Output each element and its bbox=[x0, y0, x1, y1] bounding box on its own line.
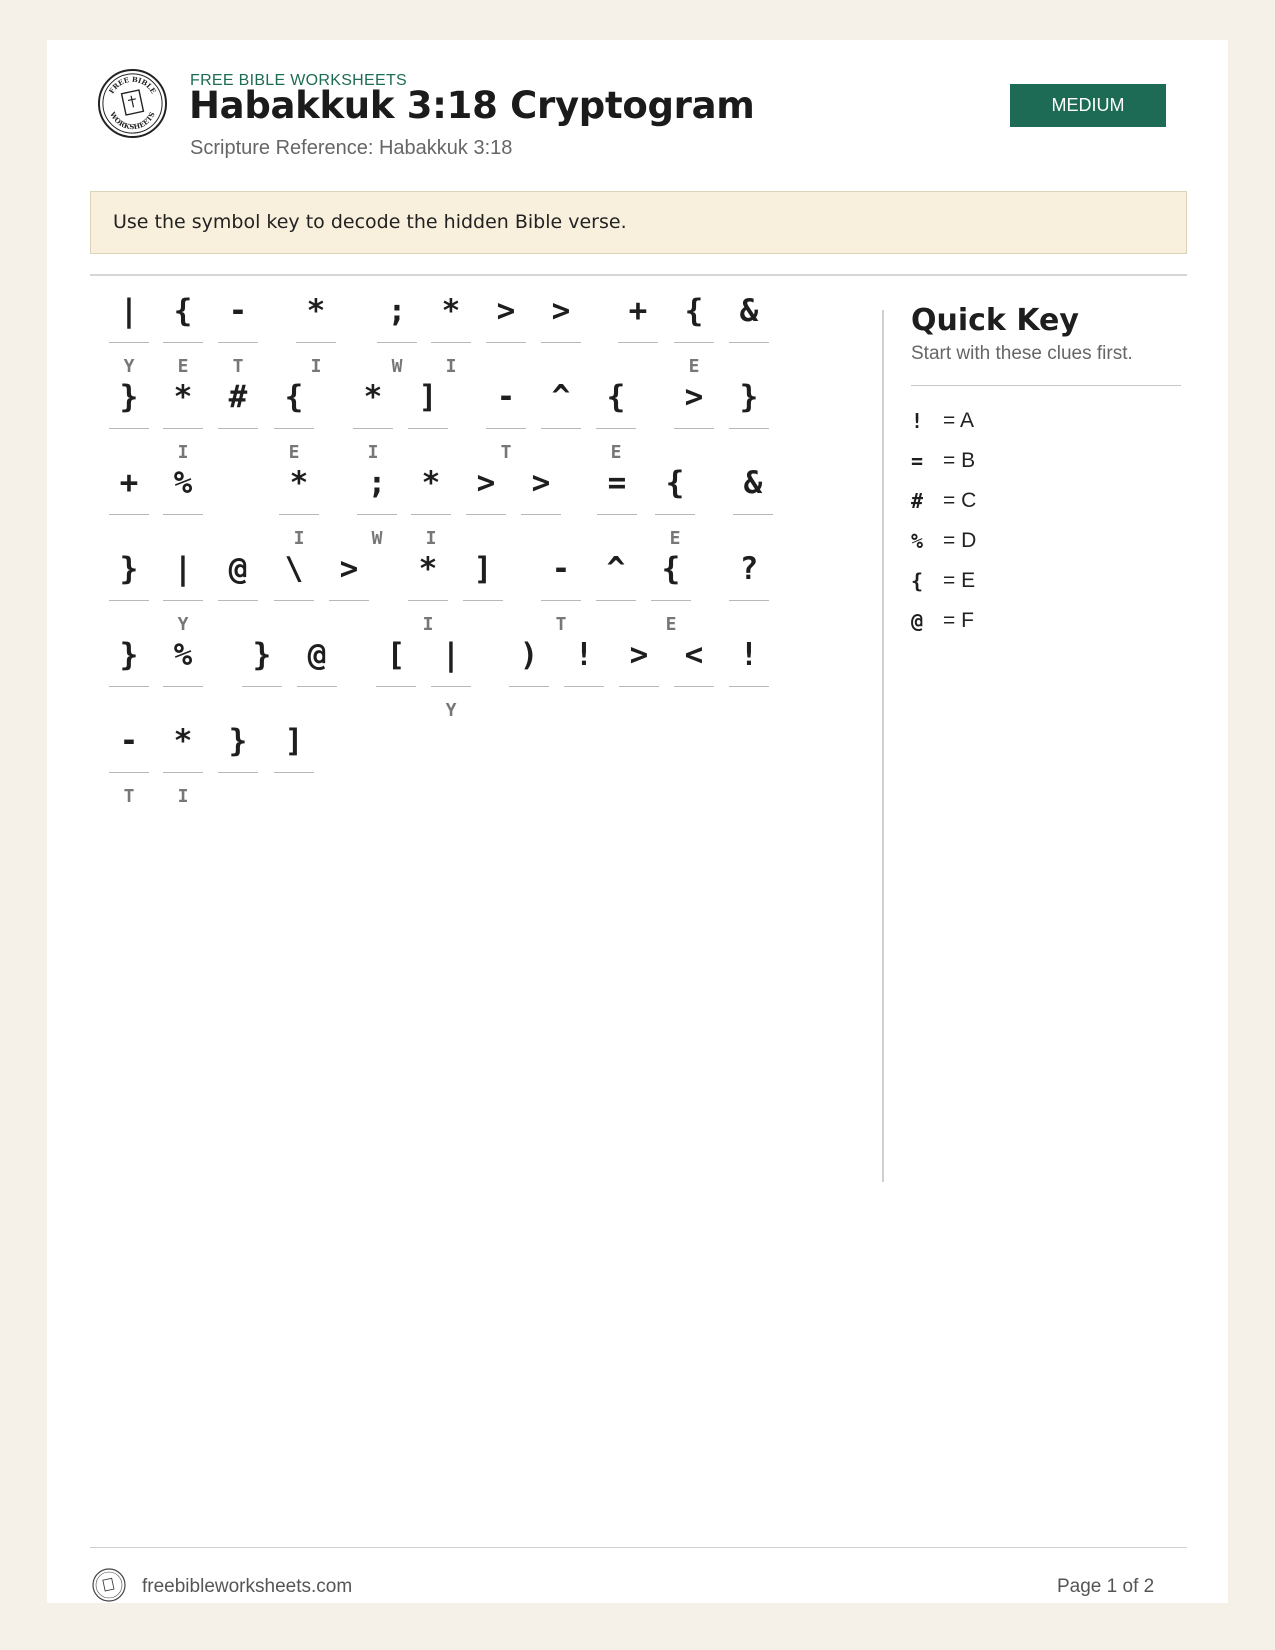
hint-letter: T bbox=[555, 614, 567, 635]
answer-line[interactable] bbox=[279, 514, 319, 515]
cipher-cell bbox=[296, 284, 336, 384]
cipher-symbol: { bbox=[684, 293, 704, 329]
quick-key-value: = A bbox=[943, 409, 974, 432]
cipher-symbol: ] bbox=[284, 723, 304, 759]
quick-key-value: = E bbox=[943, 569, 976, 592]
answer-line[interactable] bbox=[274, 772, 314, 773]
cipher-cell bbox=[279, 456, 319, 556]
cipher-cell bbox=[109, 628, 149, 728]
hint-letter: I bbox=[367, 442, 379, 463]
hint-letter: E bbox=[669, 528, 681, 549]
hint-letter: I bbox=[177, 442, 189, 463]
answer-line[interactable] bbox=[729, 342, 769, 343]
cipher-symbol: ] bbox=[473, 551, 493, 587]
cipher-symbol: * bbox=[441, 293, 461, 329]
hint-letter: I bbox=[310, 356, 322, 377]
cipher-symbol: > bbox=[684, 379, 704, 415]
instructions-box: Use the symbol key to decode the hidden Bible verse. bbox=[90, 191, 1187, 254]
answer-line[interactable] bbox=[353, 428, 393, 429]
cipher-cell bbox=[163, 284, 203, 384]
cipher-symbol: * bbox=[418, 551, 438, 587]
cipher-cell bbox=[509, 628, 549, 728]
cipher-symbol: } bbox=[119, 379, 139, 415]
answer-line[interactable] bbox=[564, 686, 604, 687]
cipher-cell bbox=[597, 456, 637, 556]
quick-key-item bbox=[911, 561, 1181, 601]
answer-line[interactable] bbox=[596, 600, 636, 601]
quick-key-value: = F bbox=[943, 609, 974, 632]
answer-line[interactable] bbox=[618, 342, 658, 343]
cipher-cell bbox=[618, 284, 658, 384]
cipher-cell bbox=[486, 284, 526, 384]
hint-letter: I bbox=[425, 528, 437, 549]
cipher-symbol: ! bbox=[574, 637, 594, 673]
cipher-symbol: | bbox=[173, 551, 193, 587]
hint-letter: T bbox=[500, 442, 512, 463]
cipher-cell bbox=[242, 628, 282, 728]
cipher-symbol: - bbox=[119, 723, 139, 759]
answer-line[interactable] bbox=[109, 600, 149, 601]
cipher-cell bbox=[163, 456, 203, 556]
cipher-symbol: ! bbox=[739, 637, 759, 673]
quick-key-subtitle: Start with these clues first. bbox=[911, 343, 1133, 364]
cryptogram-grid bbox=[47, 40, 847, 940]
cipher-symbol: * bbox=[421, 465, 441, 501]
hint-letter: I bbox=[445, 356, 457, 377]
cipher-cell bbox=[408, 370, 448, 470]
answer-line[interactable] bbox=[218, 342, 258, 343]
quick-key-list bbox=[911, 401, 1181, 641]
hint-letter: Y bbox=[123, 356, 135, 377]
cipher-symbol: } bbox=[252, 637, 272, 673]
cipher-cell bbox=[218, 284, 258, 384]
cipher-symbol: > bbox=[629, 637, 649, 673]
cipher-cell bbox=[274, 370, 314, 470]
cipher-cell bbox=[218, 542, 258, 642]
cipher-symbol: > bbox=[531, 465, 551, 501]
logo-text-top: FREE BIBLE bbox=[107, 75, 158, 96]
cipher-symbol: < bbox=[684, 637, 704, 673]
answer-line[interactable] bbox=[674, 428, 714, 429]
cipher-cell bbox=[674, 370, 714, 470]
cipher-symbol: @ bbox=[307, 637, 327, 673]
quick-key-symbol: { bbox=[911, 569, 924, 593]
cipher-cell bbox=[596, 542, 636, 642]
column-divider bbox=[882, 310, 884, 1182]
cipher-cell bbox=[163, 370, 203, 470]
worksheet-page bbox=[47, 40, 1228, 1603]
answer-line[interactable] bbox=[376, 686, 416, 687]
page-title: Habakkuk 3:18 Cryptogram bbox=[189, 84, 755, 127]
quick-key-value: = D bbox=[943, 529, 977, 552]
cipher-cell bbox=[218, 370, 258, 470]
cipher-cell bbox=[408, 542, 448, 642]
hint-letter: E bbox=[665, 614, 677, 635]
cipher-cell bbox=[329, 542, 369, 642]
hint-letter: E bbox=[288, 442, 300, 463]
cipher-cell bbox=[163, 542, 203, 642]
cipher-cell bbox=[541, 284, 581, 384]
cipher-symbol: } bbox=[228, 723, 248, 759]
hint-letter: E bbox=[610, 442, 622, 463]
quick-key-divider bbox=[911, 385, 1181, 386]
cipher-symbol: [ bbox=[386, 637, 406, 673]
cipher-cell bbox=[218, 714, 258, 814]
answer-line[interactable] bbox=[541, 600, 581, 601]
quick-key-item bbox=[911, 521, 1181, 561]
answer-line[interactable] bbox=[218, 600, 258, 601]
hint-letter: Y bbox=[177, 614, 189, 635]
answer-line[interactable] bbox=[109, 514, 149, 515]
cipher-symbol: > bbox=[551, 293, 571, 329]
cipher-symbol: * bbox=[289, 465, 309, 501]
answer-line[interactable] bbox=[109, 342, 149, 343]
answer-line[interactable] bbox=[655, 514, 695, 515]
cipher-cell bbox=[674, 628, 714, 728]
cipher-symbol: ; bbox=[367, 465, 387, 501]
answer-line[interactable] bbox=[733, 514, 773, 515]
cipher-symbol: { bbox=[665, 465, 685, 501]
answer-line[interactable] bbox=[521, 514, 561, 515]
cipher-symbol: | bbox=[119, 293, 139, 329]
answer-line[interactable] bbox=[619, 686, 659, 687]
cipher-symbol: - bbox=[228, 293, 248, 329]
cipher-symbol: & bbox=[739, 293, 759, 329]
cipher-symbol: { bbox=[661, 551, 681, 587]
cipher-cell bbox=[729, 284, 769, 384]
cipher-cell bbox=[521, 456, 561, 556]
cipher-cell bbox=[651, 542, 691, 642]
answer-line[interactable] bbox=[408, 600, 448, 601]
hint-letter: E bbox=[688, 356, 700, 377]
quick-key-symbol: # bbox=[911, 489, 924, 513]
answer-line[interactable] bbox=[274, 600, 314, 601]
answer-line[interactable] bbox=[274, 428, 314, 429]
answer-line[interactable] bbox=[431, 342, 471, 343]
cipher-cell bbox=[357, 456, 397, 556]
answer-line[interactable] bbox=[109, 772, 149, 773]
cipher-cell bbox=[729, 542, 769, 642]
answer-line[interactable] bbox=[163, 514, 203, 515]
quick-key-value: = C bbox=[943, 489, 977, 512]
cipher-cell bbox=[564, 628, 604, 728]
logo-text-bottom: WORKSHEETS bbox=[108, 110, 157, 132]
cipher-symbol: { bbox=[173, 293, 193, 329]
cipher-cell bbox=[674, 284, 714, 384]
quick-key-item bbox=[911, 481, 1181, 521]
cipher-cell bbox=[431, 284, 471, 384]
hint-letter: I bbox=[177, 786, 189, 807]
cipher-cell bbox=[377, 284, 417, 384]
answer-line[interactable] bbox=[466, 514, 506, 515]
cipher-symbol: ] bbox=[418, 379, 438, 415]
cipher-cell bbox=[655, 456, 695, 556]
scripture-reference: Scripture Reference: Habakkuk 3:18 bbox=[190, 137, 513, 159]
brand-label: FREE BIBLE WORKSHEETS bbox=[190, 72, 408, 89]
quick-key-title: Quick Key bbox=[911, 303, 1079, 338]
cipher-cell bbox=[109, 542, 149, 642]
quick-key-value: = B bbox=[943, 449, 976, 472]
difficulty-badge: MEDIUM bbox=[1010, 84, 1166, 127]
answer-line[interactable] bbox=[377, 342, 417, 343]
cipher-cell bbox=[411, 456, 451, 556]
answer-line[interactable] bbox=[357, 514, 397, 515]
answer-line[interactable] bbox=[297, 686, 337, 687]
cipher-cell bbox=[466, 456, 506, 556]
answer-line[interactable] bbox=[411, 514, 451, 515]
cipher-cell bbox=[109, 714, 149, 814]
quick-key-symbol: ! bbox=[911, 409, 924, 433]
answer-line[interactable] bbox=[163, 428, 203, 429]
cipher-cell bbox=[353, 370, 393, 470]
page-number: Page 1 of 2 bbox=[1057, 1576, 1155, 1597]
answer-line[interactable] bbox=[163, 342, 203, 343]
cipher-cell bbox=[297, 628, 337, 728]
hint-letter: Y bbox=[445, 700, 457, 721]
answer-line[interactable] bbox=[218, 772, 258, 773]
hint-letter: E bbox=[177, 356, 189, 377]
quick-key-item bbox=[911, 441, 1181, 481]
cipher-cell bbox=[376, 628, 416, 728]
answer-line[interactable] bbox=[431, 686, 471, 687]
cipher-symbol: = bbox=[607, 465, 627, 501]
cipher-cell bbox=[541, 542, 581, 642]
quick-key-symbol: % bbox=[911, 529, 924, 553]
answer-line[interactable] bbox=[296, 342, 336, 343]
quick-key-item bbox=[911, 601, 1181, 641]
cipher-symbol: } bbox=[739, 379, 759, 415]
cipher-symbol: @ bbox=[228, 551, 248, 587]
answer-line[interactable] bbox=[486, 342, 526, 343]
answer-line[interactable] bbox=[596, 428, 636, 429]
cipher-cell bbox=[109, 456, 149, 556]
cipher-symbol: % bbox=[173, 637, 193, 673]
cipher-cell bbox=[729, 628, 769, 728]
footer-site: freebibleworksheets.com bbox=[142, 1576, 353, 1597]
hint-letter: T bbox=[232, 356, 244, 377]
answer-line[interactable] bbox=[329, 600, 369, 601]
cipher-symbol: } bbox=[119, 637, 139, 673]
cipher-symbol: * bbox=[363, 379, 383, 415]
answer-line[interactable] bbox=[109, 428, 149, 429]
cipher-cell bbox=[109, 284, 149, 384]
cipher-symbol: > bbox=[339, 551, 359, 587]
cipher-symbol: ^ bbox=[606, 551, 626, 587]
answer-line[interactable] bbox=[674, 342, 714, 343]
answer-line[interactable] bbox=[541, 428, 581, 429]
hint-letter: I bbox=[293, 528, 305, 549]
cipher-symbol: ) bbox=[519, 637, 539, 673]
answer-line[interactable] bbox=[729, 428, 769, 429]
answer-line[interactable] bbox=[729, 600, 769, 601]
answer-line[interactable] bbox=[463, 600, 503, 601]
cipher-symbol: | bbox=[441, 637, 461, 673]
cipher-symbol: * bbox=[173, 379, 193, 415]
cipher-symbol: # bbox=[228, 379, 248, 415]
cipher-symbol: { bbox=[284, 379, 304, 415]
cipher-cell bbox=[163, 714, 203, 814]
cipher-symbol: & bbox=[743, 465, 763, 501]
cipher-symbol: > bbox=[496, 293, 516, 329]
answer-line[interactable] bbox=[486, 428, 526, 429]
cipher-symbol: % bbox=[173, 465, 193, 501]
answer-line[interactable] bbox=[651, 600, 691, 601]
answer-line[interactable] bbox=[163, 772, 203, 773]
cipher-symbol: \ bbox=[284, 551, 304, 587]
hint-letter: W bbox=[371, 528, 383, 549]
cipher-cell bbox=[541, 370, 581, 470]
quick-key-symbol: = bbox=[911, 449, 924, 473]
answer-line[interactable] bbox=[597, 514, 637, 515]
cipher-cell bbox=[729, 370, 769, 470]
cipher-symbol: - bbox=[551, 551, 571, 587]
cipher-symbol: + bbox=[119, 465, 139, 501]
answer-line[interactable] bbox=[218, 428, 258, 429]
answer-line[interactable] bbox=[242, 686, 282, 687]
quick-key-symbol: @ bbox=[911, 609, 924, 633]
cipher-symbol: ; bbox=[387, 293, 407, 329]
answer-line[interactable] bbox=[509, 686, 549, 687]
answer-line[interactable] bbox=[541, 342, 581, 343]
cipher-cell bbox=[109, 370, 149, 470]
cipher-cell bbox=[596, 370, 636, 470]
cipher-symbol: { bbox=[606, 379, 626, 415]
hint-letter: T bbox=[123, 786, 135, 807]
cipher-cell bbox=[163, 628, 203, 728]
answer-line[interactable] bbox=[674, 686, 714, 687]
answer-line[interactable] bbox=[729, 686, 769, 687]
cipher-cell bbox=[619, 628, 659, 728]
answer-line[interactable] bbox=[163, 600, 203, 601]
quick-key-item bbox=[911, 401, 1181, 441]
cipher-cell bbox=[431, 628, 471, 728]
answer-line[interactable] bbox=[408, 428, 448, 429]
cipher-cell bbox=[274, 714, 314, 814]
cipher-symbol: > bbox=[476, 465, 496, 501]
footer-divider bbox=[90, 1547, 1187, 1548]
cipher-symbol: * bbox=[173, 723, 193, 759]
cipher-symbol: * bbox=[306, 293, 326, 329]
cipher-cell bbox=[274, 542, 314, 642]
hint-letter: W bbox=[391, 356, 403, 377]
cipher-cell bbox=[733, 456, 773, 556]
footer-logo-icon bbox=[92, 1568, 126, 1602]
cipher-symbol: + bbox=[628, 293, 648, 329]
cipher-symbol: ? bbox=[739, 551, 759, 587]
cipher-symbol: } bbox=[119, 551, 139, 587]
cipher-symbol: ^ bbox=[551, 379, 571, 415]
answer-line[interactable] bbox=[163, 686, 203, 687]
hint-letter: I bbox=[422, 614, 434, 635]
answer-line[interactable] bbox=[109, 686, 149, 687]
cipher-cell bbox=[486, 370, 526, 470]
cipher-symbol: - bbox=[496, 379, 516, 415]
cipher-cell bbox=[463, 542, 503, 642]
